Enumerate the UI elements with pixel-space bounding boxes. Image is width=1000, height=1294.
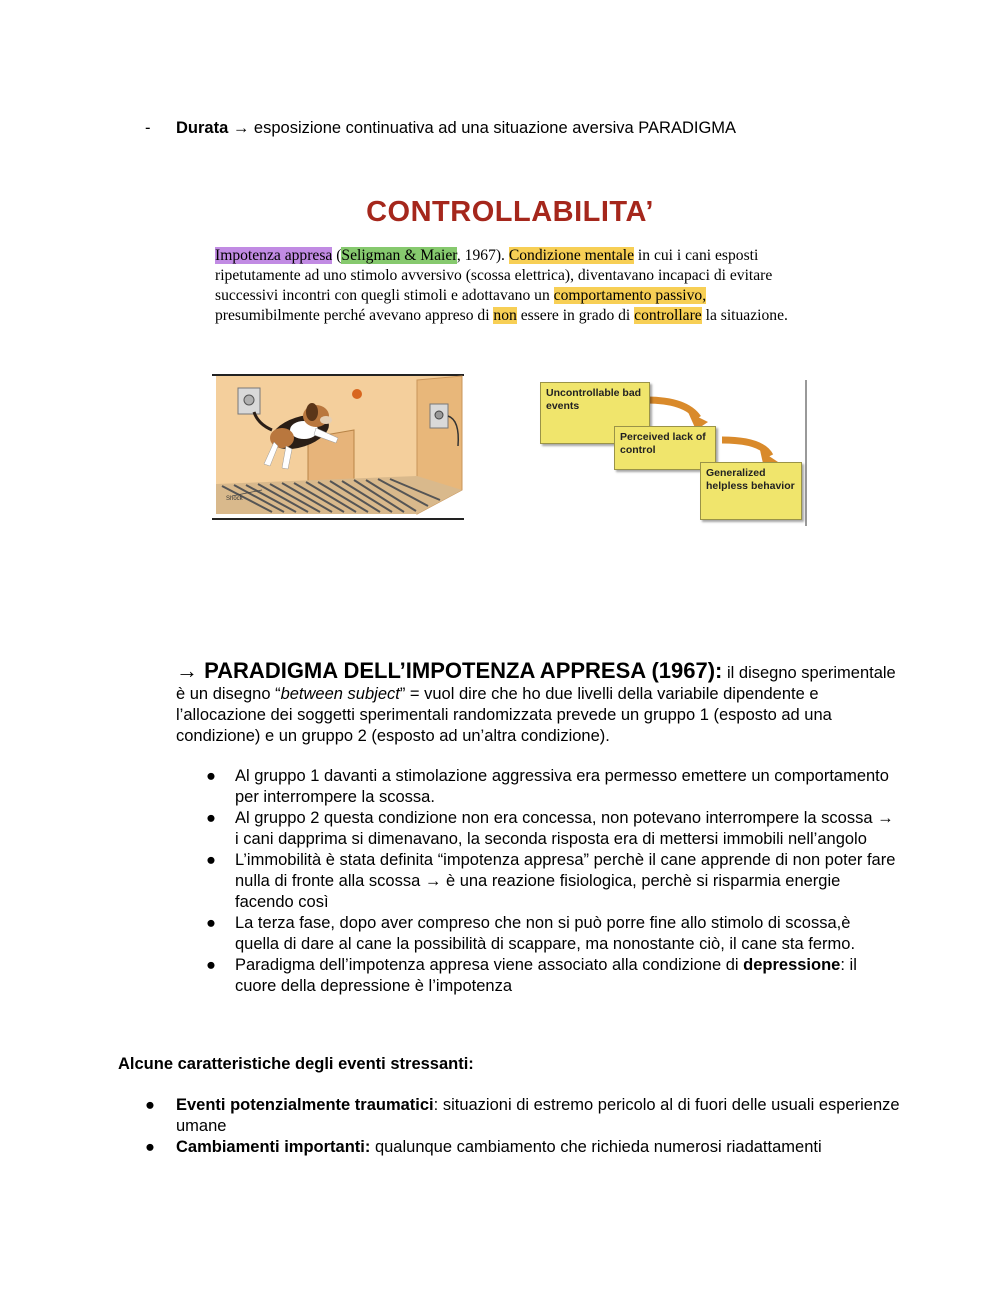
bullet-text: : il cuore della depressione è l’impotenza (235, 956, 857, 995)
bullet-text: Paradigma dell’impotenza appresa viene associato alla condizione di (235, 956, 744, 974)
bullet-text: : situazioni di estremo pericolo al di fuori delle usuali esperienze umane (176, 1096, 900, 1135)
paradigm-paragraph (176, 660, 896, 747)
slide-text-segment: la situazione. (701, 307, 788, 324)
list-item (145, 1137, 905, 1158)
highlight-authors: Seligman & Maier (341, 247, 457, 264)
bullet-dot: ● (206, 914, 216, 932)
list-item (145, 1095, 905, 1137)
slide-text-segment: in cui i cani esposti ripetutamente ad uno stimolo avversivo (scossa elettrica), diventavano incapaci di evitare successivi incontri con quegli stimoli e adottavano un (215, 247, 773, 304)
shock-label: Shock (226, 496, 243, 502)
slide-text-segment: ( (332, 247, 342, 264)
dash-item-content (176, 118, 736, 139)
between-subject-term: between subject (280, 685, 400, 703)
bullet-text: Al gruppo 1 davanti a stimolazione aggressiva era permesso emettere un comportamento per interrompere la scossa. (235, 767, 889, 806)
flow-box-perceived: Perceived lack of control (614, 426, 716, 470)
bullet-dot: ● (145, 1138, 155, 1156)
list-item (176, 808, 896, 850)
list-item (176, 955, 896, 997)
list-item (176, 850, 896, 913)
list-item (176, 766, 896, 808)
paradigm-bullet-list (176, 766, 896, 997)
paradigm-heading: → PARADIGMA DELL’IMPOTENZA APPRESA (1967): (176, 658, 723, 683)
bullet-text: qualunque cambiamento che richieda numerosi riadattamenti (370, 1138, 822, 1156)
flow-box-uncontrollable: Uncontrollable bad events (540, 382, 650, 444)
bullet-dot: ● (145, 1096, 155, 1114)
highlight-comportamento: comportamento passivo, (553, 287, 707, 304)
slide-text-segment: , 1967). (456, 247, 509, 264)
stress-events-heading: Alcune caratteristiche degli eventi stressanti: (118, 1055, 474, 1073)
term-durata: Durata (176, 119, 229, 137)
slide-text-segment: essere in grado di (516, 307, 635, 324)
shuttle-box-drawing (212, 372, 464, 522)
stress-events-list (145, 1095, 905, 1158)
paradigm-text-segment: il disegno sperimentale è un disegno “ (176, 664, 896, 703)
slide-text-segment: presumibilmente perché avevano appreso di (215, 307, 494, 324)
term-depressione: depressione (743, 956, 841, 974)
term-cambiamenti: Cambiamenti importanti: (176, 1138, 371, 1156)
flow-box-generalized: Generalized helpless behavior (700, 462, 802, 520)
slide-title: CONTROLLABILITA’ (366, 196, 654, 228)
list-item (176, 913, 896, 955)
bullet-dot: ● (206, 809, 216, 827)
term-traumatici: Eventi potenzialmente traumatici (176, 1096, 434, 1114)
durata-text: → esposizione continuativa ad una situazione aversiva PARADIGMA (228, 119, 737, 137)
highlight-impotenza: Impotenza appresa (215, 247, 333, 264)
bullet-text: La terza fase, dopo aver compreso che non si può porre fine allo stimolo di scossa,è quella di dare al cane la possibilità di scappare, ma nonostante ciò, il cane sta fermo. (235, 914, 856, 953)
bullet-text: L’immobilità è stata definita “impotenza appresa” perchè il cane apprende di non poter fare nulla di fronte alla scossa → è una reazione fisiologica, perchè si risparmia energie facendo così (235, 851, 896, 911)
slide-definition (215, 246, 805, 326)
highlight-condizione: Condizione mentale (508, 247, 635, 264)
paradigm-text-segment: ” = vuol dire che ho due livelli della variabile dipendente e l’allocazione dei soggetti sperimentali randomizzata prevede un gruppo 1 (esposto ad una condizione) e un gruppo 2 (esposto ad un’altra condizione). (176, 685, 832, 745)
bullet-dot: ● (206, 956, 216, 974)
bullet-dot: ● (206, 767, 216, 785)
bullet-text: Al gruppo 2 questa condizione non era concessa, non potevano interrompere la scossa → i cani dapprima si dimenavano, la seconda risposta era di mettersi immobili nell’angolo (235, 809, 894, 848)
dash-marker: - (145, 119, 151, 137)
bullet-dot: ● (206, 851, 216, 869)
helplessness-flow-diagram (538, 378, 810, 528)
highlight-controllare: controllare (634, 307, 702, 324)
highlight-non: non (493, 307, 517, 324)
dog-shuttle-box-illustration (212, 372, 464, 522)
